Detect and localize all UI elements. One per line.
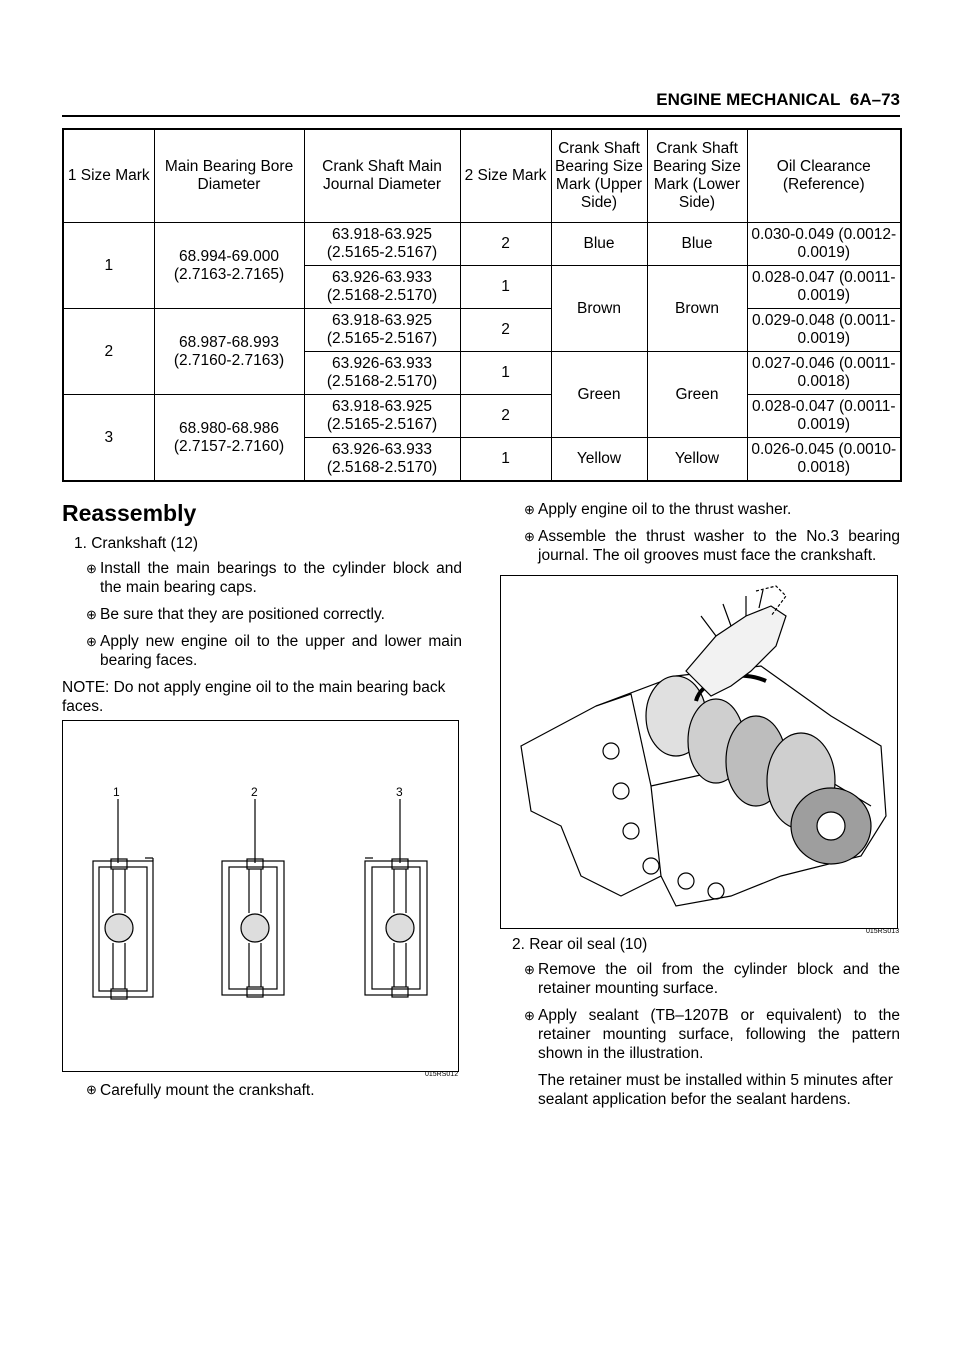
journal-diameter-cell: 63.926-63.933 (2.5168-2.5170)	[304, 352, 460, 395]
size-mark2-cell: 1	[460, 438, 551, 482]
clearance-cell: 0.028-0.047 (0.0011-0.0019)	[747, 395, 901, 438]
header-cell: 2 Size Mark	[460, 129, 551, 223]
clearance-cell: 0.026-0.045 (0.0010-0.0018)	[747, 438, 901, 482]
table-row	[63, 395, 901, 438]
clearance-cell: 0.030-0.049 (0.0012-0.0019)	[747, 223, 901, 266]
size-mark2-cell: 1	[460, 352, 551, 395]
journal-diameter-cell: 63.918-63.925 (2.5165-2.5167)	[304, 309, 460, 352]
header-cell: 1 Size Mark	[63, 129, 154, 223]
size-mark-cell: 1	[63, 223, 154, 309]
journal-diameter-cell: 63.926-63.933 (2.5168-2.5170)	[304, 266, 460, 309]
page-number: 6A–73	[849, 90, 900, 109]
bullet-item: ⊕ Assemble the thrust washer to the No.3 bearing journal. The oil grooves must face the crankshaft.	[500, 527, 900, 565]
crankshaft-illustration	[501, 576, 897, 928]
rear-oil-seal-section	[500, 935, 900, 1115]
paragraph-text: The retainer must be installed within 5 minutes after sealant application befor the sealant hardens.	[538, 1072, 893, 1108]
figure-thrust-washer	[500, 575, 898, 929]
upper-mark-cell: Yellow	[551, 438, 647, 482]
size-mark-cell: 2	[63, 309, 154, 395]
header-cell: Oil Clearance (Reference)	[747, 129, 901, 223]
bottom-left-text	[62, 1082, 462, 1108]
left-column	[62, 534, 462, 716]
clearance-cell: 0.027-0.046 (0.0011-0.0018)	[747, 352, 901, 395]
section-title: ENGINE MECHANICAL	[656, 90, 841, 109]
figure-code: 015RS013	[866, 928, 900, 935]
header-cell: Crank Shaft Bearing Size Mark (Lower Side)	[647, 129, 747, 223]
figure-code: 015RS012	[425, 1071, 459, 1078]
bore-diameter-cell: 68.994-69.000 (2.7163-2.7165)	[154, 223, 304, 309]
bullet-item: ⊕ Apply engine oil to the thrust washer.	[500, 500, 900, 519]
header-cell: Crank Shaft Main Journal Diameter	[304, 129, 460, 223]
lower-mark-cell: Green	[647, 352, 747, 438]
bullet-item: ⊕ Apply sealant (TB–1207B or equivalent) to the retainer mounting surface, following the pattern shown in the illustration.	[500, 1006, 900, 1063]
size-mark2-cell: 2	[460, 223, 551, 266]
bearings-illustration	[63, 721, 458, 1071]
table-header-row	[63, 129, 901, 223]
bullet-item: ⊕ Remove the oil from the cylinder block and the retainer mounting surface.	[500, 960, 900, 998]
upper-mark-cell: Blue	[551, 223, 647, 266]
journal-diameter-cell: 63.918-63.925 (2.5165-2.5167)	[304, 395, 460, 438]
step-heading: 1. Crankshaft (12)	[74, 535, 199, 552]
size-mark2-cell: 1	[460, 266, 551, 309]
journal-diameter-cell: 63.918-63.925 (2.5165-2.5167)	[304, 223, 460, 266]
header-cell: Crank Shaft Bearing Size Mark (Upper Side)	[551, 129, 647, 223]
size-mark-cell: 3	[63, 395, 154, 482]
bullet-item: ⊕ Be sure that they are positioned correctly.	[62, 605, 462, 624]
note-text: NOTE: Do not apply engine oil to the main bearing back faces.	[62, 679, 446, 715]
header-rule	[62, 115, 900, 117]
upper-mark-cell: Green	[551, 352, 647, 438]
table-row	[63, 309, 901, 352]
bore-diameter-cell: 68.980-68.986 (2.7157-2.7160)	[154, 395, 304, 482]
bearing-spec-table	[62, 128, 902, 482]
lower-mark-cell: Blue	[647, 223, 747, 266]
section-heading: Reassembly	[62, 500, 197, 526]
bearing-label-2: 2	[251, 785, 258, 799]
bullet-item: ⊕ Carefully mount the crankshaft.	[62, 1082, 462, 1100]
step-heading: 2. Rear oil seal (10)	[512, 936, 648, 953]
bearing-label-1: 1	[113, 785, 120, 799]
page-header	[620, 90, 900, 110]
bore-diameter-cell: 68.987-68.993 (2.7160-2.7163)	[154, 309, 304, 395]
clearance-cell: 0.028-0.047 (0.0011-0.0019)	[747, 266, 901, 309]
journal-diameter-cell: 63.926-63.933 (2.5168-2.5170)	[304, 438, 460, 482]
size-mark2-cell: 2	[460, 395, 551, 438]
size-mark2-cell: 2	[460, 309, 551, 352]
table-row	[63, 223, 901, 266]
upper-mark-cell: Brown	[551, 266, 647, 352]
lower-mark-cell: Yellow	[647, 438, 747, 482]
bearing-label-3: 3	[396, 785, 403, 799]
clearance-cell: 0.029-0.048 (0.0011-0.0019)	[747, 309, 901, 352]
bullet-item: ⊕ Apply new engine oil to the upper and lower main bearing faces.	[62, 632, 462, 670]
right-column	[500, 500, 900, 573]
bullet-item: ⊕ Install the main bearings to the cylinder block and the main bearing caps.	[62, 559, 462, 597]
figure-main-bearings	[62, 720, 459, 1072]
header-cell: Main Bearing Bore Diameter	[154, 129, 304, 223]
lower-mark-cell: Brown	[647, 266, 747, 352]
